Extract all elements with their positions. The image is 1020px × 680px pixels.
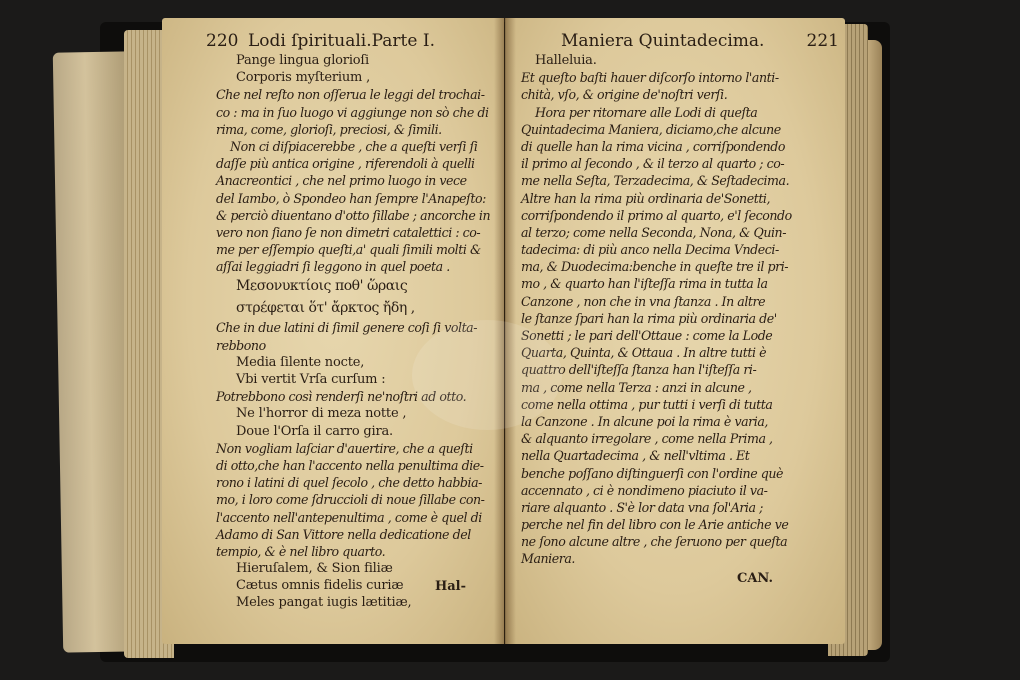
- text-line: Pange lingua glorioſi: [236, 53, 369, 68]
- text-line: Quarta, Quinta, & Ottaua . In altre tutti è: [521, 345, 767, 361]
- text-line: di otto,che han l'accento nella penultima die-: [216, 457, 484, 473]
- text-line: come nella ottima , pur tutti i verſi di tutta: [521, 396, 773, 412]
- catchword: CAN.: [736, 571, 773, 586]
- text-line: ma, & Duodecima:benche in queſte tre il pri-: [521, 259, 789, 275]
- text-line: Maniera.: [521, 551, 575, 567]
- text-line: Adamo di San Vittore nella dedicatione del: [216, 526, 471, 542]
- text-line: rima, come, glorioſi, preciosi, & ſimili.: [216, 121, 442, 137]
- text-line: Μεσονυκτίοις ποθ' ὥραις: [236, 278, 408, 295]
- text-line: Quintadecima Maniera, diciamo,che alcune: [521, 121, 781, 137]
- text-line: nella Quartadecima , & nell'vltima . Et: [521, 448, 750, 464]
- text-line: Meles pangat iugis lætitiæ,: [236, 595, 412, 611]
- text-line: & alquanto irregolare , come nella Prima ,: [521, 431, 773, 447]
- right-page: [505, 18, 845, 644]
- text-line: le ſtanze ſpari han la rima più ordinaria de': [521, 310, 777, 326]
- text-line: daſſe più antica origine , riferendoli à quelli: [216, 156, 475, 172]
- text-line: tadecima: di più anco nella Decima Vndeci-: [521, 242, 779, 258]
- text-line: vero non ſiano ſe non dimetri catalettici : co-: [216, 224, 481, 240]
- text-line: tempio, & è nel libro quarto.: [216, 543, 386, 559]
- text-line: benche poſſano diſtinguerſi con l'ordine què: [521, 465, 784, 481]
- text-line: perche nel fin del libro con le Arie antiche ve: [521, 517, 789, 533]
- text-line: riare alquanto . S'è lor data vna ſol'Aria ;: [521, 499, 763, 515]
- text-line: mo , & quarto han l'iſteſſa rima in tutta la: [521, 276, 768, 292]
- text-line: al terzo; come nella Seconda, Nona, & Quin-: [521, 224, 787, 240]
- text-line: il primo al ſecondo , & il terzo al quarto ; co-: [521, 156, 785, 172]
- text-line: corriſpondendo il primo al quarto, e'l ſecondo: [521, 207, 792, 223]
- page-number: 220: [206, 31, 239, 51]
- text-line: me per eſſempio queſti,a' quali ſimili molti &: [216, 242, 481, 258]
- text-line: Canzone , non che in vna ſtanza . In altre: [521, 293, 766, 309]
- text-line: rebbono: [216, 337, 266, 353]
- text-line: l'accento nell'antepenultima , come è quel di: [216, 509, 482, 525]
- running-title: Lodi ſpirituali.Parte I.: [248, 31, 435, 51]
- text-line: di quelle han la rima vicina , corriſpondendo: [521, 138, 785, 154]
- text-line: mo, i loro come ſdruccioli di noue ſillabe con-: [216, 492, 485, 508]
- text-line: ma , come nella Terza : anzi in alcune ,: [521, 379, 752, 395]
- text-line: Hora per ritornare alle Lodi di queſta: [535, 104, 758, 120]
- text-line: Anacreontici , che nel primo luogo in vece: [216, 173, 467, 189]
- text-line: Che nel reſto non oſſerua le leggi del trochai-: [216, 87, 485, 103]
- text-line: Che in due latini di ſimil genere coſi ſi volta-: [216, 320, 478, 336]
- text-line: la Canzone . In alcune poi la rima è varia,: [521, 413, 768, 429]
- text-line: aſſai leggiadri ſi leggono in quel poeta .: [216, 259, 450, 275]
- text-line: Sonetti ; le pari dell'Ottaue : come la Lode: [521, 328, 773, 343]
- text-line: accennato , ci è nondimeno piaciuto il va-: [521, 482, 768, 498]
- text-line: Et queſto baſti hauer diſcorſo intorno l'anti-: [521, 70, 779, 86]
- text-line: rono i latini di quel ſecolo , che detto habbia-: [216, 475, 482, 491]
- text-line: chità, vſo, & origine de'noſtri verſi.: [521, 87, 728, 103]
- text-line: del Iambo, ò Spondeo han ſempre l'Anapeſto:: [216, 190, 486, 206]
- catchword: Hal-: [434, 579, 466, 594]
- text-line: Non vogliam laſciar d'auertire, che a queſti: [216, 440, 473, 456]
- right-page-text: [521, 52, 831, 568]
- right-page-header: [521, 30, 839, 52]
- text-line: & perciò diuentano d'otto ſillabe ; ancorche in: [216, 207, 491, 223]
- watermark-glare: [412, 320, 562, 430]
- text-line: Altre han la rima più ordinaria de'Sonetti,: [521, 190, 771, 206]
- page-number: 221: [806, 31, 839, 51]
- text-line: me nella Seſta, Terzadecima, & Seſtadecima.: [521, 173, 790, 189]
- running-title: Maniera Quintadecima.: [561, 31, 765, 51]
- left-page-header: [206, 30, 492, 52]
- text-line: Non ci diſpiacerebbe , che a queſti verſi ſi: [230, 138, 478, 154]
- text-line: Vbi vertit Vrſa curſum :: [236, 372, 386, 387]
- text-line: στρέφεται ὅτ' ἄρκτος ἤδη ,: [236, 300, 415, 317]
- text-line: quattro dell'iſteſſa ſtanza han l'iſteſſa ri-: [521, 362, 757, 378]
- text-line: Hieruſalem, & Sion filiæ: [236, 561, 393, 577]
- text-line: Media ſilente nocte,: [236, 354, 365, 370]
- text-line: ne ſono alcune altre , che ſeruono per queſta: [521, 534, 788, 550]
- text-line: Doue l'Orſa il carro gira.: [236, 423, 393, 439]
- text-line: Potrebbono così renderſi ne'noſtri ad otto.: [216, 389, 467, 405]
- text-line: Cætus omnis fidelis curiæ: [236, 578, 404, 594]
- text-line: Halleluia.: [535, 53, 597, 68]
- text-line: Ne l'horror di meza notte ,: [236, 406, 407, 422]
- text-line: Corporis myſterium ,: [236, 70, 371, 86]
- text-line: co : ma in ſuo luogo vi aggiunge non sò che di: [216, 104, 489, 120]
